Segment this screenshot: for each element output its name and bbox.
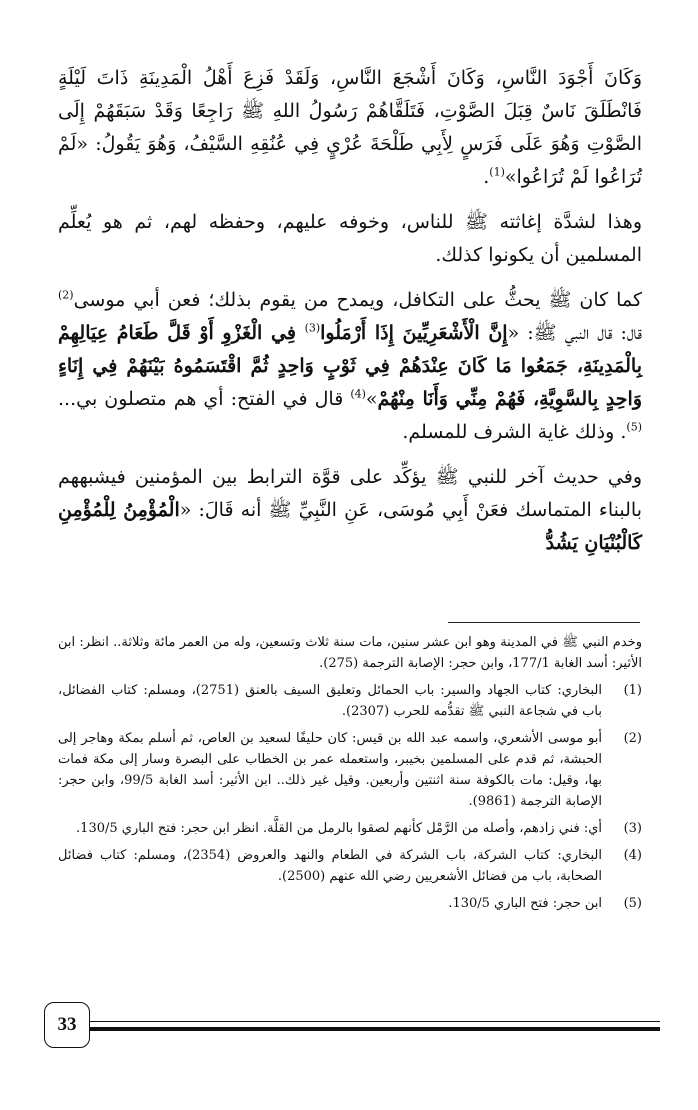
- hadith-text: الْمُؤْمِنُ لِلْمُؤْمِنِ كَالْبُنْيَانِ يَشُدُّ: [58, 499, 642, 554]
- footer-rule-thick: [90, 1027, 660, 1031]
- page-footer: [0, 1002, 698, 1052]
- footnote-number: (2): [623, 731, 642, 746]
- footer-rule: [90, 1021, 660, 1022]
- paragraph-1: وَكَانَ أَجْوَدَ النَّاسِ، وَكَانَ أَشْجَعَ النَّاسِ، وَلَقَدْ فَزِعَ أَهْلُ الْمَدِينَةِ ذَاتَ لَيْلَةٍ فَانْطَلَقَ نَاسٌ قِبَلَ الصَّوْتِ، فَتَلَقَّاهُمْ رَسُولُ اللهِ ﷺ رَاجِعًا وَقَدْ سَبَقَهُمْ إِلَى الصَّوْتِ وَهُوَ عَلَى فَرَسٍ لِأَبِي طَلْحَةَ عُرْيٍ فِي عُنُقِهِ السَّيْفُ، وَهُوَ يَقُولُ: «لَمْ تُرَاعُوا لَمْ تُرَاعُوا»$^{(1)}$.: [58, 67, 642, 188]
- footnotes: [58, 632, 642, 920]
- footnote-separator: [448, 622, 640, 623]
- footnote-text: أبو موسى الأشعري، واسمه عبد الله بن قيس: كان حليفًا لسعيد بن العاص، ثم أسلم بمكة وهاجر إلى الحبشة، ثم قدم على المسلمين بخيبر، واستعمله عمر بن الخطاب على البصرة وسار إلى مكة فمات بها، وقيل: مات بالكوفة سنة اثنتين وأربعين. وقيل غير ذلك.. ابن الأثير: أسد الغابة 99/5، وابن حجر: الإصابة الترجمة (9861).: [58, 731, 602, 809]
- footnote-ref: (5): [626, 420, 642, 434]
- footnote-number: (3): [623, 821, 642, 836]
- footnote-text: البخاري: كتاب الجهاد والسير: باب الحمائل وتعليق السيف بالعنق (2751)، ومسلم: كتاب الفضائل، باب في شجاعة النبي ﷺ تقدُّمه للحرب (2307).: [58, 683, 603, 719]
- footnote-3: [58, 818, 642, 839]
- hadith-text: فِي الْغَزْوِ أَوْ قَلَّ طَعَامُ عِيَالِهِمْ بِالْمَدِينَةِ، جَمَعُوا مَا كَانَ عِنْدَهُمْ فِي ثَوْبٍ وَاحِدٍ ثُمَّ اقْتَسَمُوهُ بَيْنَهُمْ فِي إِنَاءٍ وَاحِدٍ بِالسَّوِيَّةِ، فَهُمْ مِنِّي وَأَنَا مِنْهُمْ: [58, 322, 642, 410]
- footnote-number: (4): [623, 848, 642, 863]
- paragraph-2: وهذا لشدَّة إغاثته ﷺ للناس، وخوفه عليهم، وحفظه لهم، ثم هو يُعلِّم المسلمين أن يكونوا كذلك.: [58, 211, 642, 266]
- footnote-number: (1): [623, 683, 642, 698]
- hadith-text: إِنَّ الْأَشْعَرِيِّينَ إِذَا أَرْمَلُوا: [320, 322, 508, 344]
- footnote-1: [58, 680, 642, 722]
- footnote-number: (5): [623, 896, 642, 911]
- main-text: [58, 62, 642, 572]
- footnote-4: [58, 845, 642, 887]
- page-number: 33: [44, 1002, 90, 1048]
- footnote-2: [58, 728, 642, 812]
- footnote-ref: (2): [58, 288, 74, 302]
- paragraph-4: وفي حديث آخر للنبي ﷺ يؤكِّد على قوَّة الترابط بين المؤمنين فيشبههم بالبناء المتماسك فعَنْ أَبِي مُوسَى، عَنِ النَّبِيِّ ﷺ أنه قَالَ: «الْمُؤْمِنُ لِلْمُؤْمِنِ كَالْبُنْيَانِ يَشُدُّ: [58, 466, 642, 554]
- footnote-text: ابن حجر: فتح الباري 130/5.: [448, 896, 602, 911]
- footnote-5: [58, 893, 642, 914]
- footnote-ref: (4): [350, 387, 366, 401]
- paragraph-3: كما كان ﷺ يحثُّ على التكافل، ويمدح من يقوم بذلك؛ فعن أبي موسى$^{(2)}$ قال: قال النبي ﷺ: «إِنَّ الْأَشْعَرِيِّينَ إِذَا أَرْمَلُوا$^{(3)}$ فِي الْغَزْوِ أَوْ قَلَّ طَعَامُ عِيَالِهِمْ بِالْمَدِينَةِ، جَمَعُوا مَا كَانَ عِنْدَهُمْ فِي ثَوْبٍ وَاحِدٍ ثُمَّ اقْتَسَمُوهُ بَيْنَهُمْ فِي إِنَاءٍ وَاحِدٍ بِالسَّوِيَّةِ، فَهُمْ مِنِّي وَأَنَا مِنْهُمْ»$^{(4)}$ قال في الفتح: أي هم متصلون بي...$^{(5)}$. وذلك غاية الشرف للمسلم.: [58, 288, 643, 443]
- footnote-text: أي: فني زادهم، وأصله من الرَّمْل كأنهم لصقوا بالرمل من القلَّة. انظر ابن حجر: فتح الباري 130/5.: [76, 821, 602, 836]
- footnote-ref: (3): [304, 321, 321, 335]
- footnote-continuation: وخدم النبي ﷺ في المدينة وهو ابن عشر سنين، مات سنة ثلاث وتسعين، وله من العمر مائة وثلاثة.. انظر: ابن الأثير: أسد الغابة 177/1، وابن حجر: الإصابة الترجمة (275).: [58, 635, 642, 671]
- footnote-ref: (1): [489, 165, 505, 179]
- footnote-text: البخاري: كتاب الشركة، باب الشركة في الطعام والنهد والعروض (2354)، ومسلم: كتاب فضائل الصحابة، باب من فضائل الأشعريين رضي الله عنهم (2500).: [58, 848, 602, 884]
